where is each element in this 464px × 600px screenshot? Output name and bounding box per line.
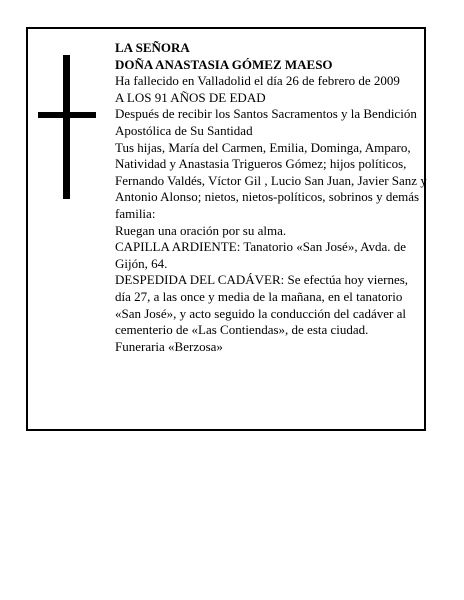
family-list: Tus hijas, María del Carmen, Emilia, Dominga, Amparo, Natividad y Anastasia Trigueros Gómez; hijos políticos, Fernando Valdés, Víctor Gil , Lucio San Juan, Javier Sanz y Antonio Alonso; nietos, nietos-políticos, sobrinos y demás familia: — [115, 139, 427, 221]
sacraments-statement: Después de recibir los Santos Sacramentos y la Bendición Apostólica de Su Santidad — [115, 106, 417, 138]
death-statement: Ha fallecido en Valladolid el día 26 de febrero de 2009 — [115, 73, 400, 89]
notice-text — [115, 40, 427, 355]
cross-vertical-bar — [63, 55, 70, 199]
deceased-name: DOÑA ANASTASIA GÓMEZ MAESO — [115, 56, 333, 72]
age-statement: A LOS 91 AÑOS DE EDAD — [115, 89, 266, 105]
prayer-request: Ruegan una oración por su alma. — [115, 222, 287, 238]
farewell-info: DESPEDIDA DEL CADÁVER: Se efectúa hoy viernes, día 27, a las once y media de la mañana, en el tanatorio «San José», y acto seguido la conducción del cadáver al cementerio de «Las Contiendas», de esta ciudad. — [115, 272, 409, 338]
chapel-info: CAPILLA ARDIENTE: Tanatorio «San José», Avda. de Gijón, 64. — [115, 239, 407, 271]
cross-horizontal-bar — [38, 112, 96, 118]
cross-icon — [38, 55, 96, 199]
notice-title: LA SEÑORA — [115, 40, 190, 55]
funeral-home: Funeraria «Berzosa» — [115, 338, 223, 354]
obituary-notice — [26, 27, 426, 431]
